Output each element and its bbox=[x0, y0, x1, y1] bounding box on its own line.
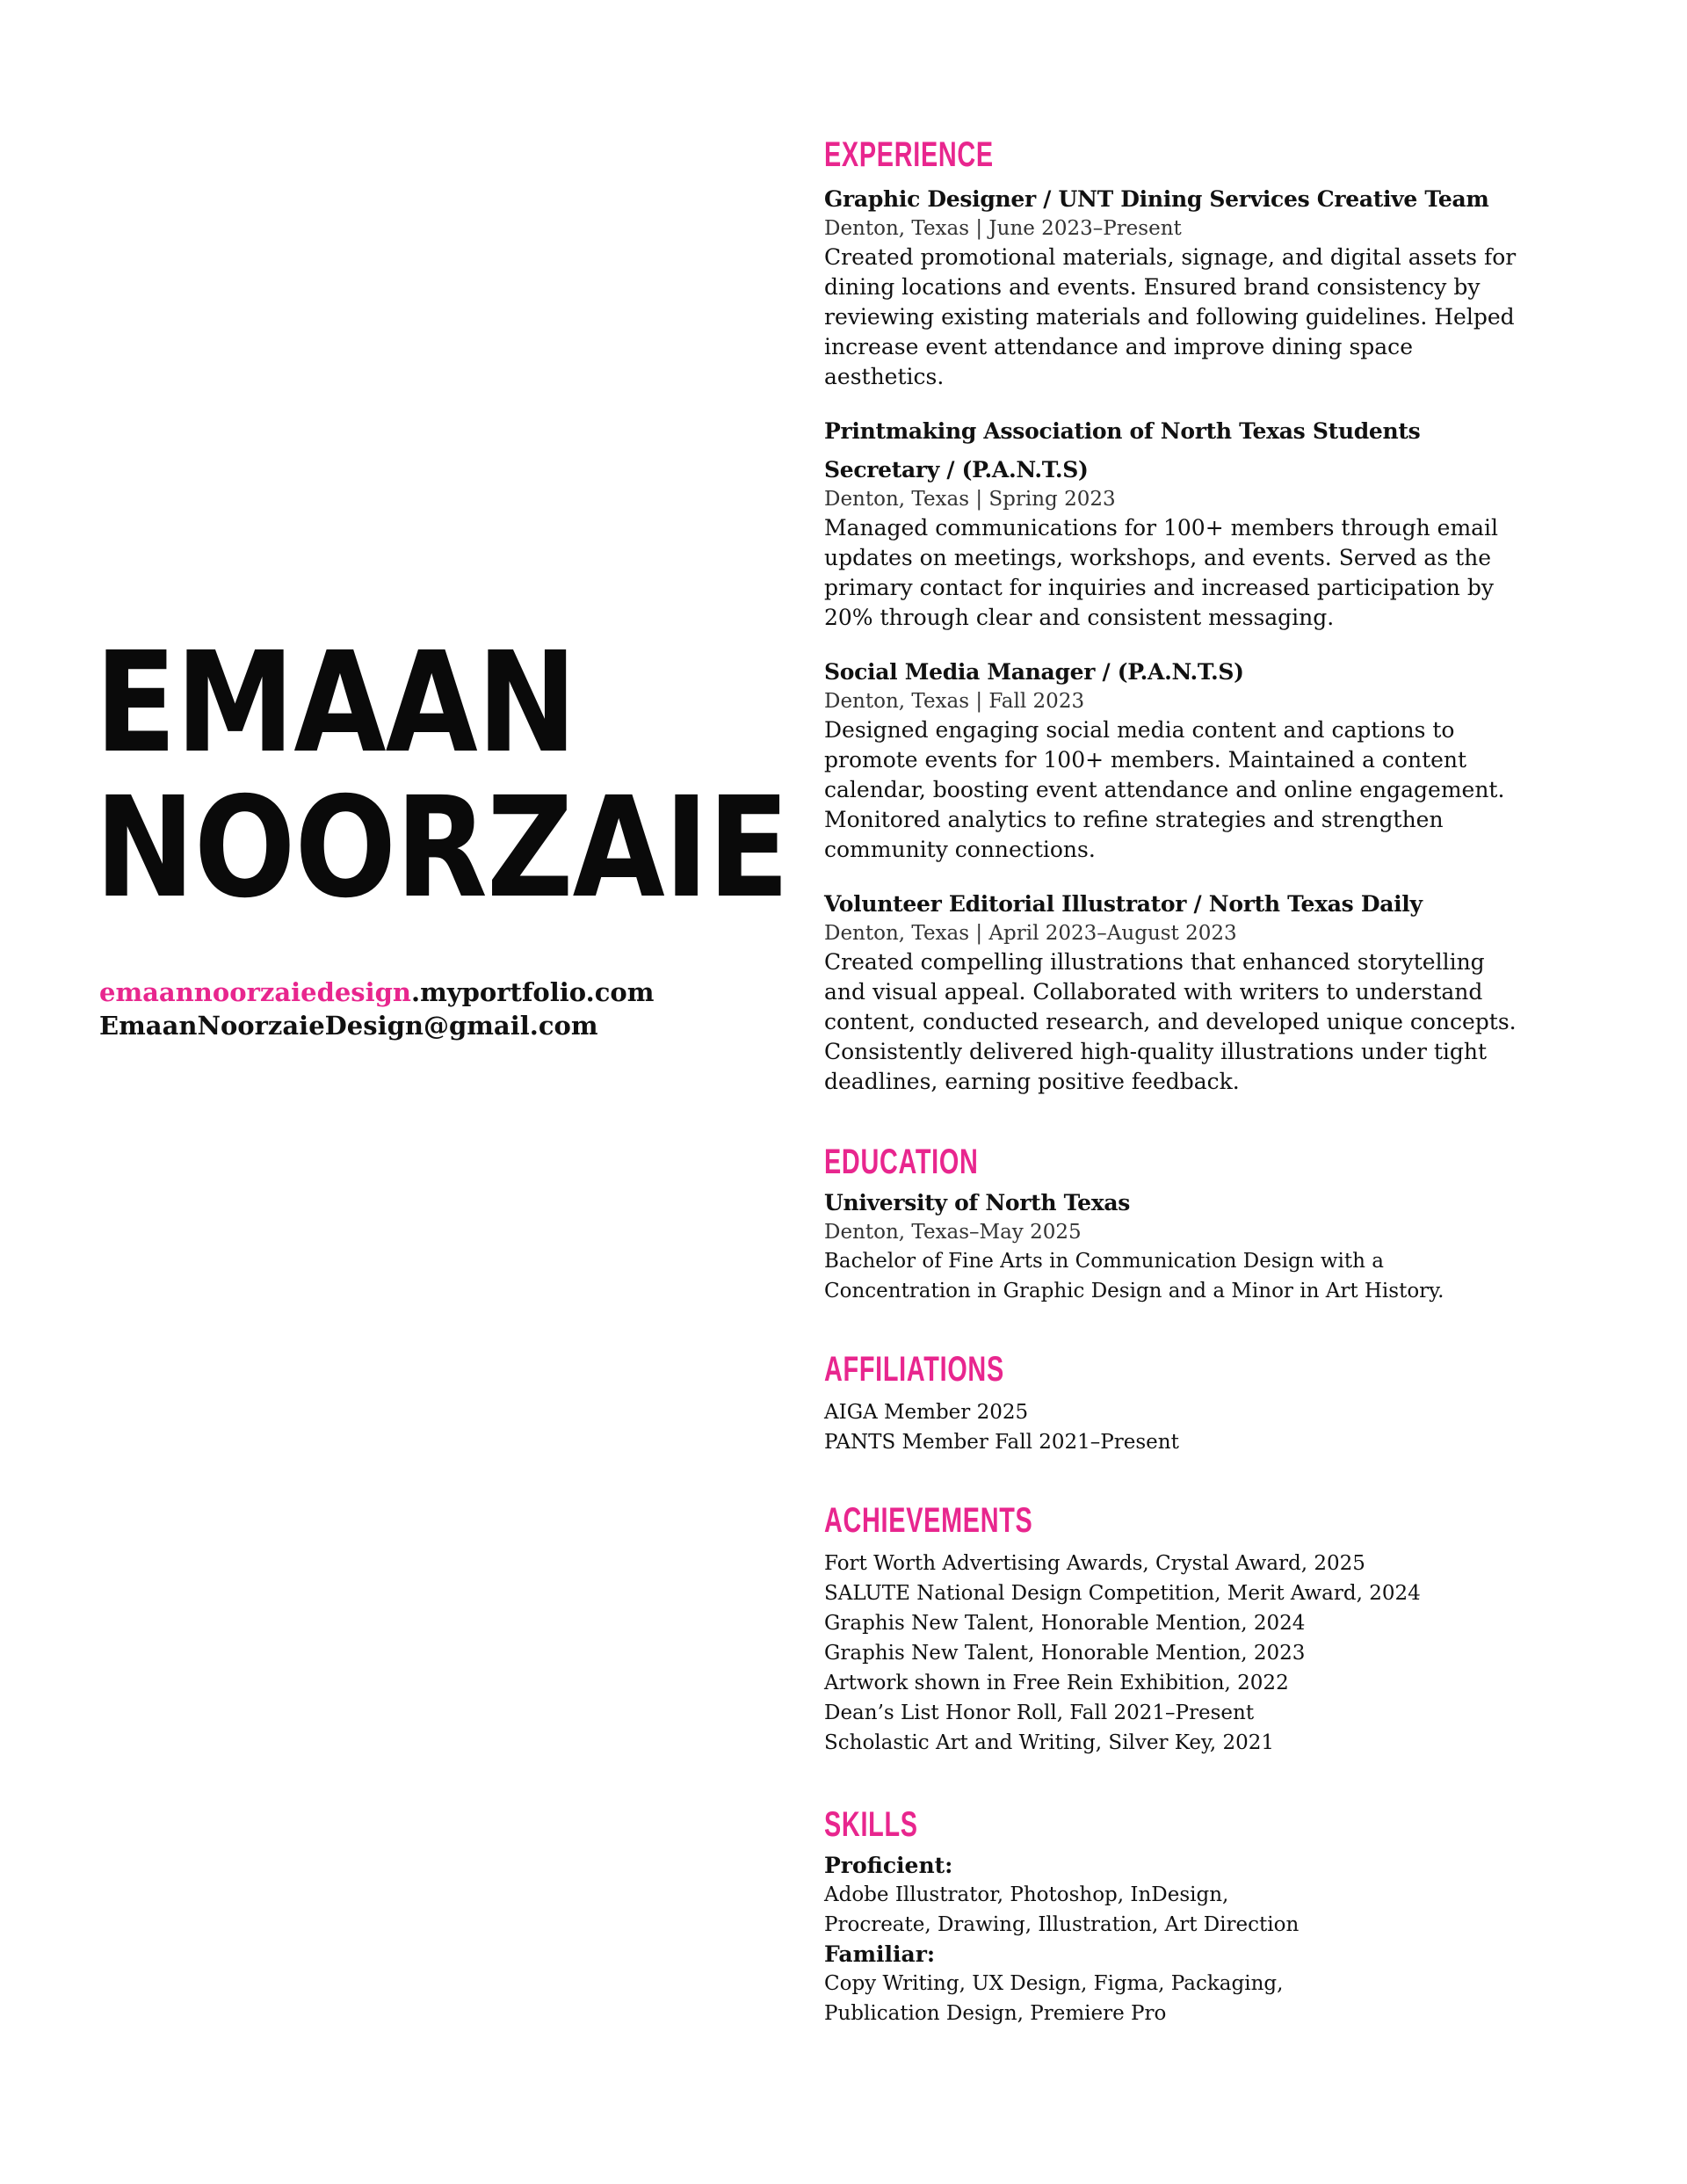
affiliations-heading: AFFILIATIONS bbox=[824, 1350, 1004, 1389]
job-meta: Denton, Texas | Spring 2023 bbox=[824, 488, 1116, 511]
affiliation-item: PANTS Member Fall 2021–Present bbox=[824, 1431, 1179, 1454]
achievements-heading: ACHIEVEMENTS bbox=[824, 1501, 1033, 1540]
portfolio-link[interactable] bbox=[99, 976, 654, 1009]
email-link[interactable]: EmaanNoorzaieDesign@gmail.com bbox=[99, 1011, 598, 1041]
skills-familiar-label: Familiar: bbox=[824, 1941, 936, 1967]
job-meta: Denton, Texas | Fall 2023 bbox=[824, 690, 1085, 713]
job-entry bbox=[824, 889, 1527, 1097]
job-subtitle: Secretary / (P.A.N.T.S) bbox=[824, 457, 1089, 483]
job-entry bbox=[824, 657, 1527, 865]
education-entry bbox=[824, 1188, 1527, 1306]
achievement-item: Scholastic Art and Writing, Silver Key, 2021 bbox=[824, 1731, 1275, 1754]
affiliation-item: AIGA Member 2025 bbox=[824, 1401, 1029, 1424]
experience-heading: EXPERIENCE bbox=[824, 135, 994, 174]
name-line-first: EMAAN bbox=[95, 622, 576, 784]
achievement-item: Artwork shown in Free Rein Exhibition, 2022 bbox=[824, 1672, 1289, 1694]
job-title: Social Media Manager / (P.A.N.T.S) bbox=[824, 659, 1244, 685]
achievement-item: Fort Worth Advertising Awards, Crystal Award, 2025 bbox=[824, 1552, 1365, 1575]
achievements-list bbox=[824, 1549, 1527, 1758]
job-description: Managed communications for 100+ members through email updates on meetings, workshops, and events. Served as the primary contact for inquiries and increased participation by 20% through clear and consistent messaging. bbox=[824, 515, 1499, 630]
contact-block bbox=[99, 976, 654, 1042]
skills-list bbox=[824, 1851, 1527, 2028]
achievement-item: Graphis New Talent, Honorable Mention, 2024 bbox=[824, 1612, 1306, 1635]
job-meta: Denton, Texas | April 2023–August 2023 bbox=[824, 922, 1237, 945]
job-title: Graphic Designer / UNT Dining Services Creative Team bbox=[824, 186, 1489, 212]
job-entry bbox=[824, 185, 1527, 392]
name-logo bbox=[95, 622, 901, 929]
skills-line: Publication Design, Premiere Pro bbox=[824, 2002, 1167, 2025]
education-heading: EDUCATION bbox=[824, 1143, 979, 1181]
skills-line: Procreate, Drawing, Illustration, Art Direction bbox=[824, 1913, 1300, 1936]
education-meta: Denton, Texas–May 2025 bbox=[824, 1221, 1082, 1244]
skills-line: Copy Writing, UX Design, Figma, Packaging, bbox=[824, 1972, 1284, 1995]
portfolio-link-accent: emaannoorzaiedesign bbox=[99, 977, 412, 1007]
affiliations-list bbox=[824, 1397, 1527, 1457]
name-line-last: NOORZAIE bbox=[95, 767, 789, 929]
achievement-item: Dean’s List Honor Roll, Fall 2021–Present bbox=[824, 1701, 1255, 1724]
job-description: Designed engaging social media content and captions to promote events for 100+ members. Maintained a content calendar, boosting event attendance and online engagement. Monitored analytics to refine strategies and strengthen community connections. bbox=[824, 717, 1505, 862]
portfolio-link-domain: .myportfolio.com bbox=[411, 977, 655, 1007]
achievement-item: Graphis New Talent, Honorable Mention, 2023 bbox=[824, 1642, 1306, 1665]
school-name: University of North Texas bbox=[824, 1190, 1131, 1215]
job-title: Volunteer Editorial Illustrator / North Texas Daily bbox=[824, 891, 1423, 917]
degree-line: Concentration in Graphic Design and a Minor in Art History. bbox=[824, 1280, 1444, 1302]
degree-line: Bachelor of Fine Arts in Communication Design with a bbox=[824, 1250, 1384, 1273]
skills-heading: SKILLS bbox=[824, 1805, 918, 1844]
skills-line: Adobe Illustrator, Photoshop, InDesign, bbox=[824, 1883, 1229, 1906]
skills-proficient-label: Proficient: bbox=[824, 1853, 953, 1878]
job-title: Printmaking Association of North Texas Students bbox=[824, 418, 1421, 444]
job-meta: Denton, Texas | June 2023–Present bbox=[824, 217, 1182, 240]
job-description: Created promotional materials, signage, and digital assets for dining locations and events. Ensured brand consistency by reviewing existing materials and following guidelines. Helped increase event attendance and improve dining space aesthetics. bbox=[824, 244, 1517, 389]
job-entry bbox=[824, 417, 1527, 633]
achievement-item: SALUTE National Design Competition, Merit Award, 2024 bbox=[824, 1582, 1421, 1605]
job-description: Created compelling illustrations that enhanced storytelling and visual appeal. Collaborated with writers to understand content, conducted research, and developed unique concepts. Consistently delivered high-quality illustrations under tight deadlines, earning positive feedback. bbox=[824, 949, 1517, 1094]
